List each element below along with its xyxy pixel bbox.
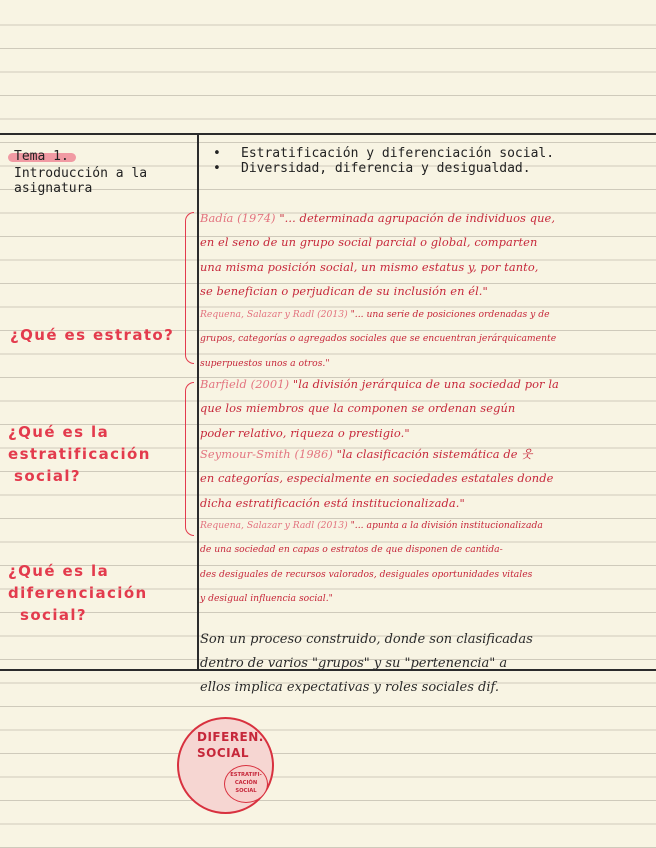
note-proceso: Son un proceso construido, donde son clasificadas dentro de varios "grupos" y su "pertenencia" a ellos implica expectativas y roles sociales dif.: [200, 632, 533, 695]
topic-item: • Estratificación y diferenciación social.: [213, 146, 554, 161]
tema-title: Introducción a la asignatura: [14, 166, 148, 196]
citation: Requena, Salazar y Radl (2013): [200, 309, 348, 320]
diferenciacion-circle: [177, 717, 274, 814]
bracket-estratificacion: [185, 382, 194, 536]
citation: Seymour-Smith (1986): [200, 447, 333, 461]
circle-label: DIFEREN. SOCIAL: [197, 730, 264, 760]
estratificacion-circle: [224, 765, 268, 803]
person-icon: 웃: [521, 447, 533, 461]
note-requena-estrato: Requena, Salazar y Radl (2013) "... una serie de posiciones ordenadas y de grupos, categorías o agregados sociales que se encuentran jerárquicamente superpuestos unos a otros.": [200, 309, 557, 369]
note-barfield: Barfield (2001) "la división jerárquica de una sociedad por la que los miembros que la componen se ordenan según poder relativo, riqueza o prestigio.": [200, 377, 559, 440]
inner-circle-label: ESTRATIFI- CACIÓN SOCIAL: [230, 772, 262, 794]
note-badia: Badía (1974) "... determinada agrupación de individuos que, en el seno de un grupo social parcial o global, comparten una misma posición social, un mismo estatus y, por tanto, se benefician o perjudican de su inclusión en él.": [200, 211, 556, 298]
table-top-rule: [0, 133, 656, 135]
citation: Requena, Salazar y Radl (2013): [200, 520, 348, 531]
question-estratificacion: ¿Qué es la estratificación social?: [8, 423, 151, 485]
note-seymour: Seymour-Smith (1986) "la clasificación sistemática de 웃 en categorías, especialmente en sociedades estatales donde dicha estratificación está institucionalizada.": [200, 447, 554, 510]
citation: Badía (1974): [200, 211, 276, 225]
citation: Barfield (2001): [200, 377, 290, 391]
topic-list: [213, 146, 554, 176]
question-estrato: ¿Qué es estrato?: [10, 326, 175, 344]
note-requena-estratificacion: Requena, Salazar y Radl (2013) "... apunta a la división institucionalizada de una sociedad en capas o estratos de que disponen de cantida- des desiguales de recursos valorados, desiguales oportunidades vitales y desigual influencia social.": [200, 520, 543, 604]
bracket-estrato: [185, 212, 194, 364]
table-column-rule: [197, 133, 199, 670]
tema-number: Tema 1.: [14, 149, 69, 164]
topic-item: • Diversidad, diferencia y desigualdad.: [213, 161, 554, 176]
question-diferenciacion: ¿Qué es la diferenciación social?: [8, 562, 148, 624]
